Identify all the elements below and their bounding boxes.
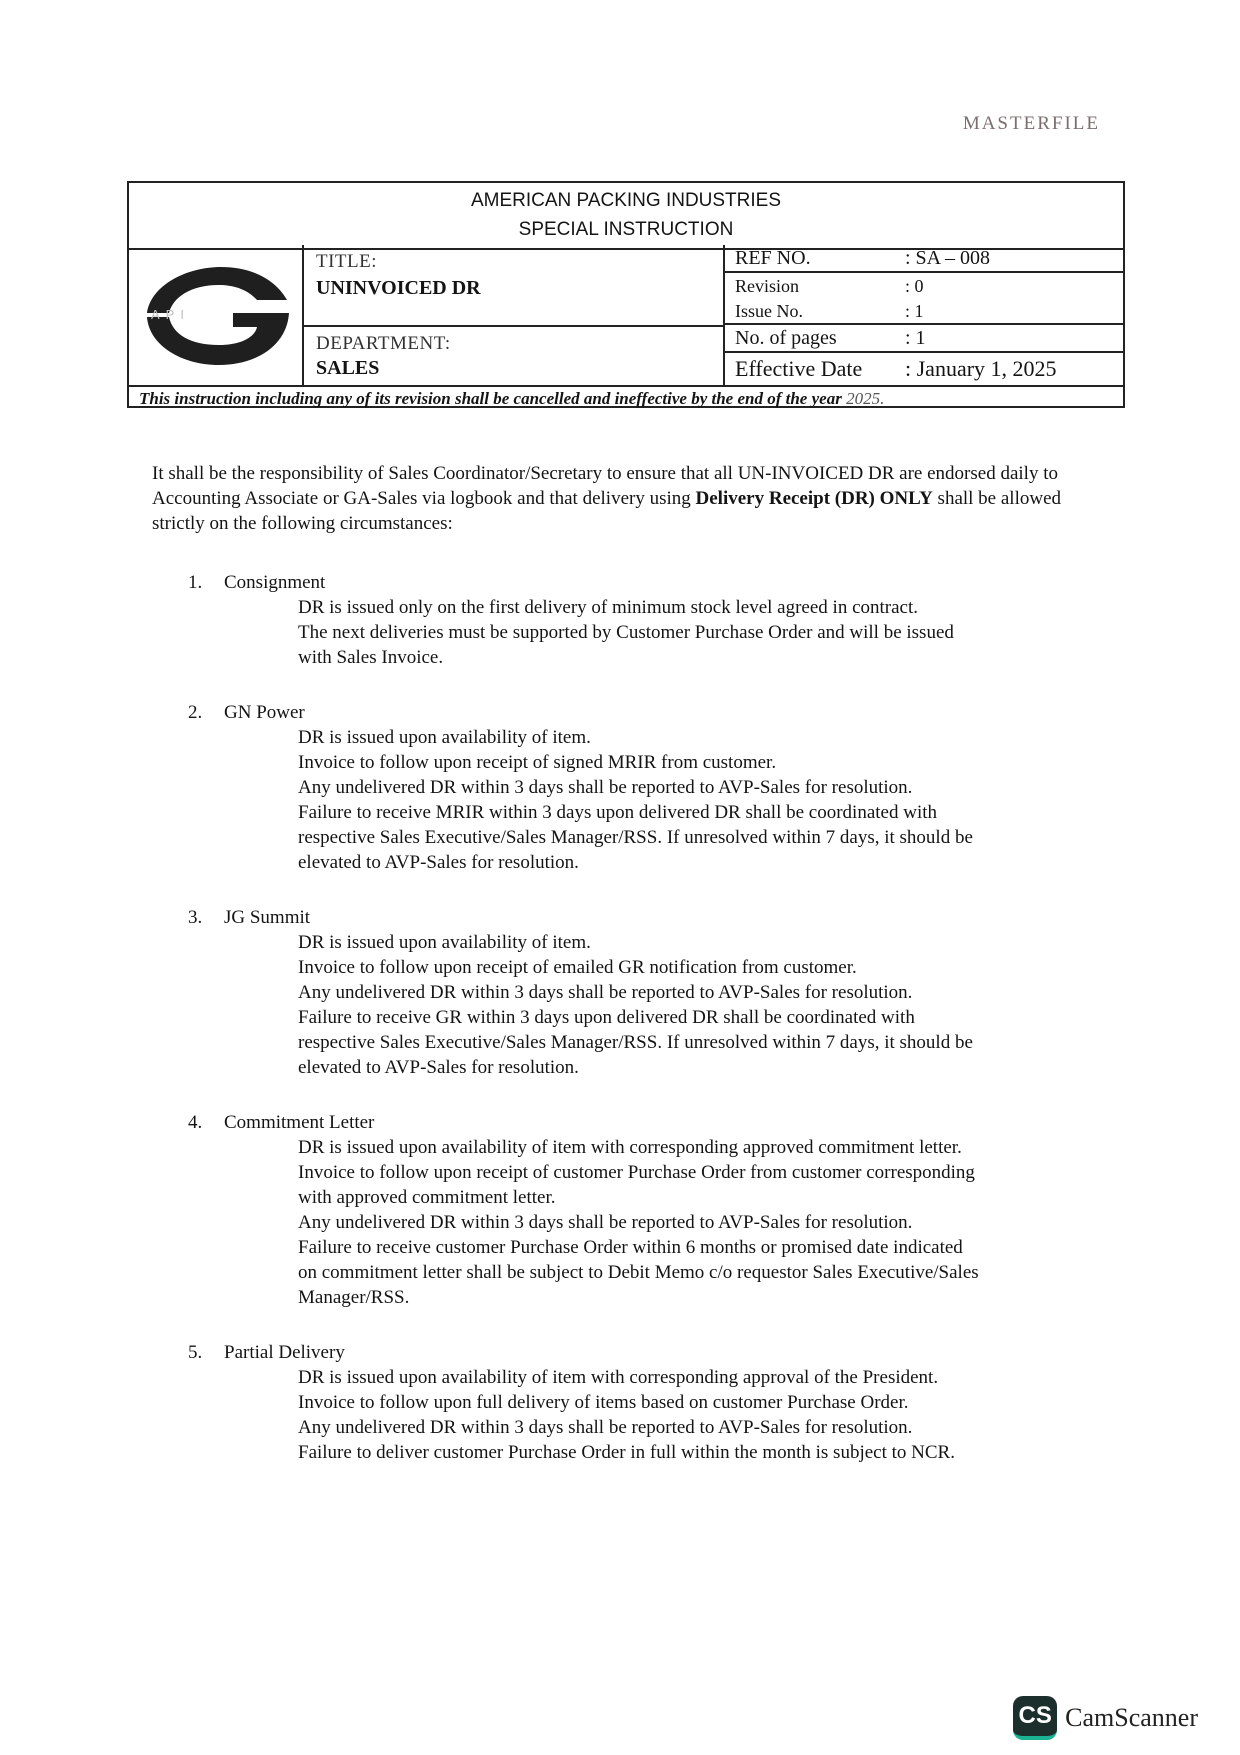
detail-line: Failure to deliver customer Purchase Order in full within the month is subject to NCR.: [298, 1442, 955, 1463]
list-item-title: Commitment Letter: [224, 1112, 375, 1133]
detail-line: Any undelivered DR within 3 days shall be reported to AVP-Sales for resolution.: [298, 1417, 913, 1438]
list-item-number: 1.: [188, 572, 203, 593]
list-item-details: [152, 595, 1082, 670]
company-logo-cell: [129, 245, 304, 385]
department-label: DEPARTMENT:: [316, 333, 451, 354]
list-item-heading: [152, 1340, 1082, 1365]
list-item: [152, 1340, 1082, 1465]
logo-letters: API: [151, 307, 190, 322]
meta-key: Issue No.: [735, 301, 803, 321]
detail-line: with approved commitment letter.: [298, 1187, 556, 1208]
detail-line: Any undelivered DR within 3 days shall be reported to AVP-Sales for resolution.: [298, 777, 913, 798]
meta-value: : SA – 008: [905, 247, 991, 269]
list-item-title: GN Power: [224, 702, 305, 723]
title-value: UNINVOICED DR: [316, 277, 481, 299]
validity-year: 2025.: [846, 389, 885, 408]
masterfile-stamp: MASTERFILE: [962, 113, 1100, 134]
meta-value: : 1: [905, 301, 924, 321]
detail-line: DR is issued upon availability of item with corresponding approval of the President.: [298, 1367, 939, 1388]
detail-line: Invoice to follow upon receipt of signed MRIR from customer.: [298, 752, 777, 773]
list-item: [152, 905, 1082, 1080]
list-item-details: [152, 1135, 1082, 1310]
detail-line: Invoice to follow upon receipt of customer Purchase Order from customer corresponding: [298, 1162, 975, 1183]
camscanner-watermark: [1013, 1696, 1198, 1740]
meta-key: REF NO.: [735, 247, 811, 269]
list-item-number: 2.: [188, 702, 203, 723]
detail-line: Invoice to follow upon full delivery of items based on customer Purchase Order.: [298, 1392, 909, 1413]
list-item-number: 4.: [188, 1112, 203, 1133]
title-label: TITLE:: [316, 251, 378, 272]
intro-text: It shall be the responsibility of Sales Coordinator/Secretary to ensure that all UN-INVOICED DR are endorsed daily to Accounting Associate or GA-Sales via logbook and that delivery using: [152, 463, 1058, 509]
detail-line: Invoice to follow upon receipt of emailed GR notification from customer.: [298, 957, 857, 978]
camscanner-name: CamScanner: [1065, 1703, 1198, 1732]
detail-line: elevated to AVP-Sales for resolution.: [298, 1057, 579, 1078]
detail-line: Any undelivered DR within 3 days shall be reported to AVP-Sales for resolution.: [298, 1212, 913, 1233]
list-item-details: [152, 930, 1082, 1080]
detail-line: DR is issued upon availability of item.: [298, 727, 591, 748]
company-logo: [129, 245, 304, 385]
document-header-table: [127, 181, 1125, 408]
list-item-title: JG Summit: [224, 907, 311, 928]
meta-key: No. of pages: [735, 327, 837, 349]
list-item-title: Consignment: [224, 572, 326, 593]
validity-note: [129, 385, 1123, 410]
meta-value: : 0: [905, 276, 924, 296]
detail-line: Failure to receive GR within 3 days upon delivered DR shall be coordinated with: [298, 1007, 915, 1028]
detail-line: The next deliveries must be supported by Customer Purchase Order and will be issued: [298, 622, 954, 643]
intro-paragraph: [152, 461, 1082, 536]
company-name: AMERICAN PACKING INDUSTRIES: [470, 190, 782, 211]
meta-row: [725, 273, 1123, 299]
list-item-heading: [152, 700, 1082, 725]
list-item-heading: [152, 905, 1082, 930]
meta-value: : January 1, 2025: [905, 356, 1057, 381]
detail-line: with Sales Invoice.: [298, 647, 444, 668]
detail-line: Failure to receive MRIR within 3 days upon delivered DR shall be coordinated with: [298, 802, 937, 823]
intro-text-end: shall be allowed strictly on the following circumstances:: [152, 488, 1062, 534]
detail-line: on commitment letter shall be subject to Debit Memo c/o requestor Sales Executive/Sales: [298, 1262, 979, 1283]
list-item-heading: [152, 1110, 1082, 1135]
detail-line: Manager/RSS.: [298, 1287, 410, 1308]
detail-line: DR is issued upon availability of item with corresponding approved commitment letter.: [298, 1137, 962, 1158]
detail-line: elevated to AVP-Sales for resolution.: [298, 852, 579, 873]
detail-line: Failure to receive customer Purchase Order within 6 months or promised date indicated: [298, 1237, 963, 1258]
instruction-body: [152, 461, 1082, 1495]
list-item: [152, 700, 1082, 875]
detail-line: respective Sales Executive/Sales Manager/RSS. If unresolved within 7 days, it should be: [298, 1032, 973, 1053]
list-item: [152, 570, 1082, 670]
list-item-details: [152, 725, 1082, 875]
meta-key: Effective Date: [735, 356, 863, 381]
document-meta: [725, 245, 1123, 385]
detail-line: DR is issued upon availability of item.: [298, 932, 591, 953]
camscanner-logo-icon: CS: [1013, 1696, 1057, 1740]
detail-line: respective Sales Executive/Sales Manager/RSS. If unresolved within 7 days, it should be: [298, 827, 973, 848]
document-type: SPECIAL INSTRUCTION: [518, 219, 734, 240]
meta-row: [725, 245, 1123, 273]
cell-divider: [304, 325, 723, 327]
detail-line: Any undelivered DR within 3 days shall be reported to AVP-Sales for resolution.: [298, 982, 913, 1003]
meta-row: [725, 353, 1123, 385]
department-value: SALES: [316, 357, 380, 379]
company-header: [129, 183, 1123, 250]
title-department-cell: [304, 245, 725, 385]
validity-text: This instruction including any of its revision shall be cancelled and ineffective by the end of the year: [139, 389, 842, 408]
list-item-title: Partial Delivery: [224, 1342, 345, 1363]
meta-row: [725, 299, 1123, 325]
detail-line: DR is issued only on the first delivery of minimum stock level agreed in contract.: [298, 597, 919, 618]
circumstance-list: [152, 570, 1082, 1465]
meta-key: Revision: [735, 276, 800, 296]
list-item-number: 5.: [188, 1342, 203, 1363]
list-item-heading: [152, 570, 1082, 595]
list-item-number: 3.: [188, 907, 203, 928]
meta-row: [725, 325, 1123, 353]
meta-value: : 1: [905, 327, 926, 349]
intro-emphasis: Delivery Receipt (DR) ONLY: [695, 488, 933, 509]
list-item-details: [152, 1365, 1082, 1465]
list-item: [152, 1110, 1082, 1310]
